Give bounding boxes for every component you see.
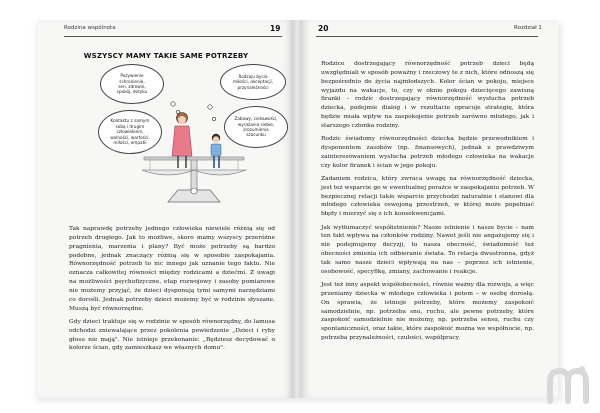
bubble-line: schronienie, [119,78,145,84]
bubble-line: Kontaktu z samym [110,118,150,124]
paragraph: Rodzice dostrzegający równorzędność potrzeb dzieci będą uwzględniali w sposób poważny i rzeczowy te z nich, które odnoszą się bezpośrednio do życia najmłodszych. Kolor ścian w pokoju, miejsce wyjazdu na wakacje, to, czy w oknie pokoju dziecięcego zawisną firanki – rodzic dostrzegający równorzędność wysłucha potrzeb dziecka, podejmie dialog i w rezultacie opracuje strategię, która będzie miała wpływ na zaspokojenie potrzeb zarówno młodego, jak i starszego członka rodziny. [321,61,534,129]
bubble-line: sen, zdrowie, [118,84,146,89]
left-header-rule [64,36,282,37]
bubble-line: Rodzaju bycia [238,73,268,79]
paragraph: Tak naprawdę potrzeby jednego człowieka niewiele różnią się od potrzeb drugiego. Jak to możliwe, skoro mamy wszyscy przeróżne pragnienia, marzenia i plany? Być może potrzeby są bardzo podobne, jednak znaczący różnią się w sposobie zaspokajania. Równorzędność potrzeb to nic innego jak uznanie tego faktu. Nie oznacza całkowitej równości między rodzicami a dziećmi. Z uwagi na możliwości psychofizyczne, etap rozwojowy i zasoby pomiarowe nie możemy przyjąć, że dzieci dysponują tymi samymi narzędziami co dorośli. Jednak potrzeby dzieci możemy być w rodzinie słyszane. Muszą być równorzędne. [69,226,275,312]
publisher-logo-icon [546,363,590,407]
bubble-line: szacunku [246,132,266,138]
needs-illustration [98,62,288,212]
bubble-belonging [220,64,286,100]
bubble-line: przynależności [237,84,269,90]
right-header-rule [316,36,538,37]
bubble-line: Zabawy, ciekawości, [234,116,278,122]
bubble-line: miłości, akceptacji, [232,79,273,85]
bubble-line: wolności, wartości, [110,134,150,140]
figure-title: WSZYSCY MAMY TAKIE SAME POTRZEBY [83,52,249,60]
bubble-line: Pożywienie [120,73,144,79]
bubble-line: spokój, dotyku [116,89,148,95]
left-running-head: Rodzina wspólnota [64,25,116,31]
right-running-head: Rozdział 1 [514,25,542,31]
bubble-line: miłości, empatii [113,140,147,146]
bubble-line: człowiekiem, [116,129,144,135]
paragraph: Rodzic świadomy równorzędności dziecka będzie przewodnikiem i dysponentem zasobów (np. finansowych), jednak z prawdziwym zainteresowaniem wysłucha potrzeb młodego człowieka na wakacje czy kolor firanek i ścian w jego pokoju. [321,136,534,169]
left-page [38,20,294,398]
paragraph: Gdy dzieci traktuje się w rodzinie w sposób równorzędny, do lamusa odchodzi zniewalające przez pokolenia powiedzenie „Dzieci i ryby głosu nie mają". Nie istnieje przekonanie: „Będziesz decydować o kolorze ścian, gdy zamieszkasz we własnych domu". [69,318,275,352]
bubble-line: sobą i drugim [115,123,145,129]
left-page-number: 19 [270,24,281,33]
bubble-basic-needs [100,64,164,104]
bubble-play [224,106,288,148]
bubble-line: zrozumienia [243,127,269,132]
bubble-connection [98,110,162,154]
right-body-text [321,60,534,347]
paragraph: Zadaniem rodzica, który zwraca uwagę na równorzędność dziecka, jest też wsparcie go w ewentualnej porażce w zaspokajaniu potrzeb. W bezpiecznej relacji takie wsparcie przychodzi naturalnie i stanowi dla młodego człowieka oswojoną przestrzeń, w której może popełniać błędy i mierzyć się z ich konsekwencjami. [321,175,534,218]
bubble-line: wyrażania siebie, [237,121,275,127]
right-page-number: 20 [318,24,329,33]
right-page [300,20,558,398]
paragraph: Jest też inny aspekt współobecności, równie ważny dla rozwoju, a więc przeniamy dziecka w młodego człowieka i potem – w osobę dorosłą. On sprawia, że istnieje potrzeby, które możemy zaspokoić samodzielnie, np. potrzeba snu, ruchu, ale pewne potrzeby, które zaspokoić samodzielnie nie możemy, np. potrzeba sensu, ruchu czy spontaniczności, oraz takie, które zaspokoić można we współnocie, np. potrzeba przynależności, czułości, współpracy. [321,281,534,342]
left-body-text [69,225,275,358]
paragraph: Jak wytłumaczyć współistnienie? Nasze istnienie i nasze bycie – nam ten fakt wpływa na członków rodziny. Nawet jeśli nie angażujemy się i nie podejmujemy decyzji, to nasza obecność, świadomość też obecności zmienia ich odbieranie świata. To relacja dwustronna, gdyż tak samo nasze dzieci wpływają na nas – poprzez ich istnienie, osobowość, specyfikę, zmiany, zachowanie i reakcje. [321,224,534,275]
